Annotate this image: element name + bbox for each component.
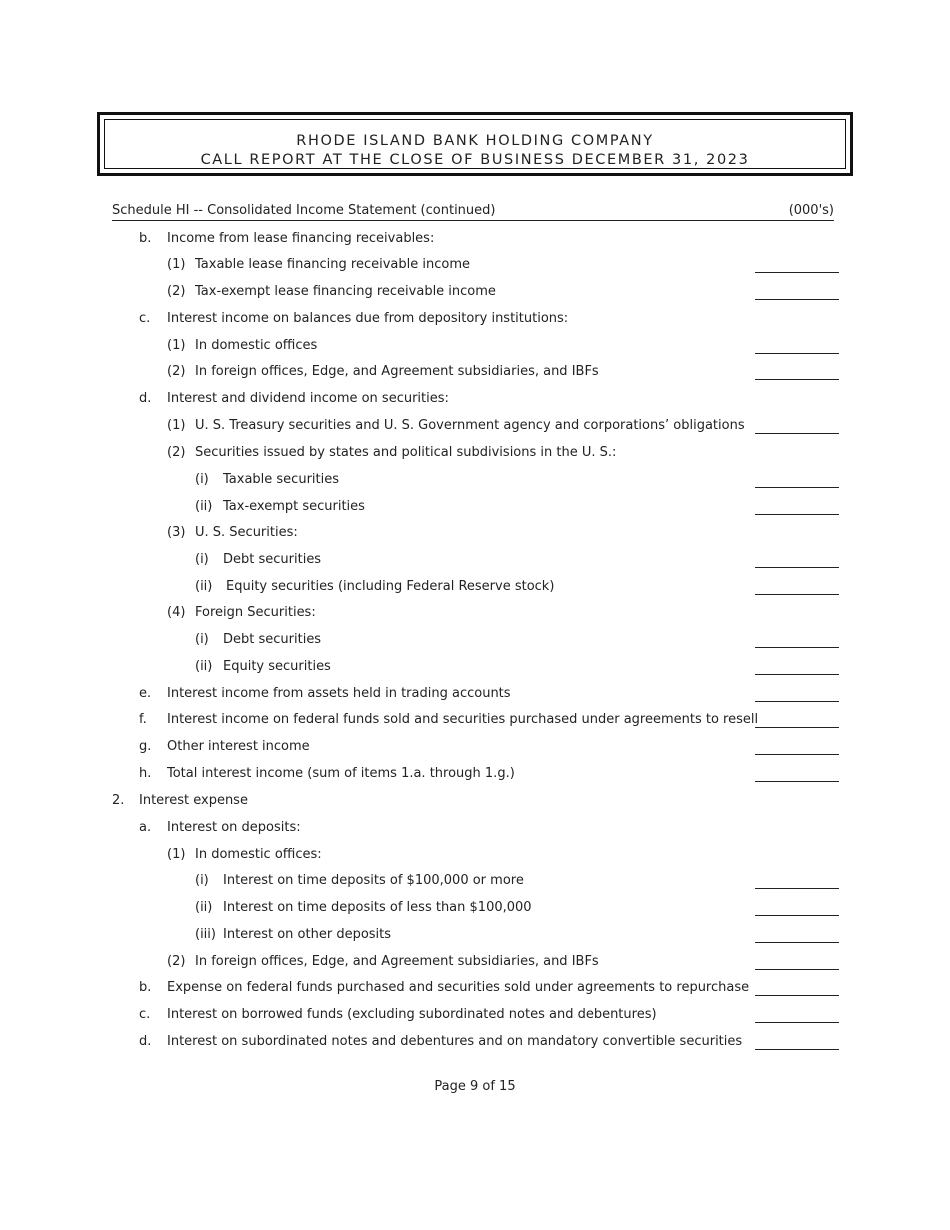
line-item	[0, 1006, 950, 1026]
item-description: Taxable securities	[223, 472, 340, 487]
item-description: Tax-exempt securities	[223, 499, 365, 514]
amount-entry-line[interactable]	[755, 995, 839, 996]
amount-entry-line[interactable]	[755, 674, 839, 675]
item-number: (ii)	[195, 659, 213, 674]
amount-entry-line[interactable]	[755, 353, 839, 354]
item-number: d.	[139, 391, 152, 406]
amount-entry-line[interactable]	[755, 594, 839, 595]
item-description: Interest on deposits:	[167, 820, 301, 835]
line-item	[0, 765, 950, 785]
item-description: Interest on subordinated notes and debentures and on mandatory convertible securities	[167, 1034, 743, 1049]
item-number: g.	[139, 739, 152, 754]
line-item	[0, 711, 950, 731]
item-description: Tax-exempt lease financing receivable income	[195, 284, 496, 299]
item-number: d.	[139, 1034, 152, 1049]
item-description: Equity securities	[223, 659, 331, 674]
item-number: e.	[139, 686, 152, 701]
item-number: (ii)	[195, 499, 213, 514]
item-number: a.	[139, 820, 152, 835]
item-description: Total interest income (sum of items 1.a. through 1.g.)	[167, 766, 515, 781]
item-description: Interest on time deposits of $100,000 or more	[223, 873, 524, 888]
line-item	[0, 658, 950, 678]
item-number: (ii)	[195, 900, 213, 915]
item-number: (ii)	[195, 579, 213, 594]
amount-entry-line[interactable]	[755, 299, 839, 300]
item-description: Taxable lease financing receivable income	[195, 257, 470, 272]
line-item	[0, 471, 950, 491]
item-description: Foreign Securities:	[195, 605, 316, 620]
company-name: RHODE ISLAND BANK HOLDING COMPANY	[296, 133, 654, 149]
amount-entry-line[interactable]	[755, 1022, 839, 1023]
amount-entry-line[interactable]	[755, 727, 839, 728]
amount-entry-line[interactable]	[755, 969, 839, 970]
report-header-box	[97, 112, 853, 176]
item-description: Interest income on balances due from depository institutions:	[167, 311, 569, 326]
item-description: Interest income from assets held in trading accounts	[167, 686, 511, 701]
amount-entry-line[interactable]	[755, 942, 839, 943]
item-number: (2)	[167, 284, 186, 299]
amount-entry-line[interactable]	[755, 915, 839, 916]
item-number: c.	[139, 311, 151, 326]
line-item	[0, 872, 950, 892]
item-number: c.	[139, 1007, 151, 1022]
report-header-inner	[104, 119, 846, 169]
line-item	[0, 283, 950, 303]
item-number: (2)	[167, 445, 186, 460]
amount-entry-line[interactable]	[755, 1049, 839, 1050]
line-item	[0, 551, 950, 571]
item-description: Interest on time deposits of less than $100,000	[223, 900, 532, 915]
line-item	[0, 524, 950, 544]
line-item	[0, 792, 950, 812]
line-item	[0, 417, 950, 437]
item-number: (i)	[195, 873, 209, 888]
line-item	[0, 846, 950, 866]
item-description: Interest and dividend income on securities:	[167, 391, 449, 406]
line-item	[0, 230, 950, 250]
amount-entry-line[interactable]	[755, 567, 839, 568]
item-number: 2.	[112, 793, 125, 808]
line-item	[0, 337, 950, 357]
line-item	[0, 256, 950, 276]
item-number: b.	[139, 231, 152, 246]
schedule-heading	[112, 203, 834, 221]
item-description: Income from lease financing receivables:	[167, 231, 435, 246]
item-description: In foreign offices, Edge, and Agreement subsidiaries, and IBFs	[195, 954, 599, 969]
line-item	[0, 819, 950, 839]
item-description: Expense on federal funds purchased and securities sold under agreements to repurchase	[167, 980, 750, 995]
item-description: U. S. Treasury securities and U. S. Government agency and corporations’ obligations	[195, 418, 745, 433]
item-number: f.	[139, 712, 147, 727]
item-number: (i)	[195, 472, 209, 487]
schedule-title: Schedule HI -- Consolidated Income Statement (continued)	[112, 203, 496, 218]
line-item	[0, 310, 950, 330]
item-description: Debt securities	[223, 632, 322, 647]
item-description: Equity securities (including Federal Reserve stock)	[226, 579, 555, 594]
line-item	[0, 578, 950, 598]
report-title: CALL REPORT AT THE CLOSE OF BUSINESS DECEMBER 31, 2023	[200, 152, 750, 168]
line-item	[0, 926, 950, 946]
amount-entry-line[interactable]	[755, 781, 839, 782]
amount-entry-line[interactable]	[755, 487, 839, 488]
page-number: Page 9 of 15	[434, 1079, 516, 1094]
amount-entry-line[interactable]	[755, 433, 839, 434]
item-number: (i)	[195, 552, 209, 567]
line-item	[0, 444, 950, 464]
amount-entry-line[interactable]	[755, 701, 839, 702]
amount-entry-line[interactable]	[755, 647, 839, 648]
item-description: In domestic offices:	[195, 847, 322, 862]
item-description: Securities issued by states and political subdivisions in the U. S.:	[195, 445, 617, 460]
item-number: (4)	[167, 605, 186, 620]
amount-entry-line[interactable]	[755, 514, 839, 515]
item-number: (2)	[167, 364, 186, 379]
item-description: Other interest income	[167, 739, 310, 754]
line-item	[0, 899, 950, 919]
item-description: In domestic offices	[195, 338, 318, 353]
item-description: U. S. Securities:	[195, 525, 298, 540]
item-number: (1)	[167, 257, 186, 272]
line-item	[0, 363, 950, 383]
item-number: b.	[139, 980, 152, 995]
item-description: Interest on borrowed funds (excluding subordinated notes and debentures)	[167, 1007, 657, 1022]
amount-entry-line[interactable]	[755, 888, 839, 889]
line-item	[0, 631, 950, 651]
line-item	[0, 979, 950, 999]
item-number: (i)	[195, 632, 209, 647]
line-item	[0, 953, 950, 973]
item-description: Interest on other deposits	[223, 927, 392, 942]
amount-entry-line[interactable]	[755, 272, 839, 273]
item-number: (2)	[167, 954, 186, 969]
amount-entry-line[interactable]	[755, 379, 839, 380]
item-number: (iii)	[195, 927, 216, 942]
line-item	[0, 1033, 950, 1053]
units-label: (000's)	[788, 203, 834, 218]
line-item	[0, 685, 950, 705]
line-item	[0, 604, 950, 624]
line-item	[0, 390, 950, 410]
item-number: (1)	[167, 418, 186, 433]
item-number: (1)	[167, 847, 186, 862]
item-description: Debt securities	[223, 552, 322, 567]
amount-entry-line[interactable]	[755, 754, 839, 755]
item-number: (1)	[167, 338, 186, 353]
line-item	[0, 498, 950, 518]
item-description: Interest expense	[139, 793, 248, 808]
item-number: h.	[139, 766, 152, 781]
line-item	[0, 738, 950, 758]
item-description: In foreign offices, Edge, and Agreement subsidiaries, and IBFs	[195, 364, 599, 379]
item-description: Interest income on federal funds sold and securities purchased under agreements to resell	[167, 712, 759, 727]
item-number: (3)	[167, 525, 186, 540]
